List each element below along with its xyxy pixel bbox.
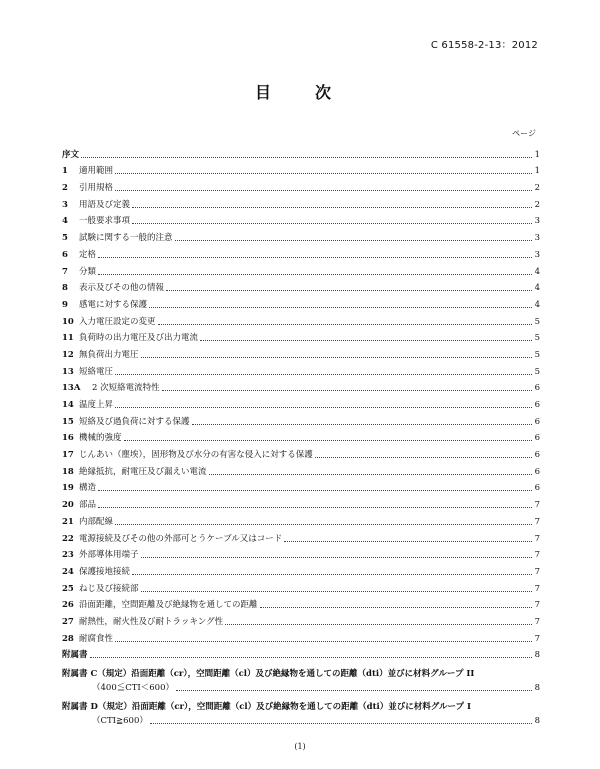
toc-entry-label: 附属書 D（規定）沿面距離（cr），空間距離（cl）及び絶縁物を通しての距離（dti）並びに材料グループ I xyxy=(62,702,471,713)
toc-entry-label: 表示及びその他の情報 xyxy=(79,283,165,294)
toc-entry-page: 8 xyxy=(534,683,540,694)
dot-leader xyxy=(98,274,532,275)
toc-entry[interactable] xyxy=(62,328,540,345)
toc-entry[interactable] xyxy=(62,411,540,428)
dot-leader xyxy=(115,524,532,525)
toc-entry-number: 4 xyxy=(62,216,68,227)
dot-leader xyxy=(115,173,532,174)
toc-entry-label: 短絡電圧 xyxy=(79,366,114,377)
toc-entry-page: 1 xyxy=(534,149,540,160)
dot-leader xyxy=(141,591,532,592)
dot-leader xyxy=(115,374,532,375)
toc-entry-label: 一般要求事項 xyxy=(79,216,131,227)
toc-entry-page: 4 xyxy=(534,299,540,310)
dot-leader xyxy=(141,357,532,358)
toc-entry-label: 沿面距離，空間距離及び絶縁物を通しての距離 xyxy=(79,600,258,611)
toc-entry-page: 2 xyxy=(534,183,540,194)
toc-entry-label: 内部配線 xyxy=(79,516,114,527)
toc-entry-number: 6 xyxy=(62,249,68,260)
toc-entry-label: 試験に関する一般的注意 xyxy=(79,233,173,244)
toc-entry-label: （400≦CTI＜600） xyxy=(92,683,174,694)
dot-leader xyxy=(209,474,532,475)
dot-leader xyxy=(81,157,532,158)
toc-entry[interactable] xyxy=(62,278,540,295)
toc-entry-label: 無負荷出力電圧 xyxy=(79,349,139,360)
toc-entry-number: 28 xyxy=(62,633,74,644)
toc-entry[interactable] xyxy=(62,578,540,595)
table-of-contents xyxy=(62,144,540,727)
dot-leader xyxy=(141,557,532,558)
toc-entry-page: 7 xyxy=(534,533,540,544)
dot-leader xyxy=(149,307,532,308)
toc-entry[interactable] xyxy=(62,511,540,528)
page-column-label: ページ xyxy=(512,129,536,138)
toc-entry-page: 5 xyxy=(534,366,540,377)
toc-entry-page: 7 xyxy=(534,516,540,527)
toc-entry-number: 24 xyxy=(62,566,74,577)
toc-entry-label: 機械的強度 xyxy=(79,433,122,444)
dot-leader xyxy=(166,290,532,291)
toc-entry-number: 18 xyxy=(62,466,74,477)
toc-entry-annex-c-cont xyxy=(62,680,540,694)
dot-leader xyxy=(132,207,532,208)
toc-entry-annex-d[interactable] xyxy=(62,694,540,713)
toc-entry-page: 6 xyxy=(534,400,540,410)
toc-entry[interactable] xyxy=(62,211,540,228)
toc-entry[interactable] xyxy=(62,645,540,662)
toc-entry-page: 4 xyxy=(534,266,540,277)
toc-entry-page: 1 xyxy=(534,166,540,177)
toc-entry-label: 序文 xyxy=(62,149,80,160)
toc-entry-page: 6 xyxy=(534,433,540,444)
toc-entry[interactable] xyxy=(62,478,540,495)
toc-entry-label: 附属書 C（規定）沿面距離（cr），空間距離（cl）及び絶縁物を通しての距離（dti）並びに材料グループ II xyxy=(62,669,475,680)
toc-entry-page: 7 xyxy=(534,633,540,644)
dot-leader xyxy=(115,190,532,191)
footer-page-number: (1) xyxy=(294,742,306,751)
toc-entry-number: 13 xyxy=(62,366,74,377)
toc-entry-label: 分類 xyxy=(79,266,97,277)
toc-entry-page: 6 xyxy=(534,483,540,494)
dot-leader xyxy=(315,457,532,458)
toc-entry-label: 負荷時の出力電圧及び出力電流 xyxy=(79,333,199,344)
toc-entry[interactable] xyxy=(62,394,540,411)
toc-entry-label: 保護接地接続 xyxy=(79,566,131,577)
dot-leader xyxy=(158,324,532,325)
dot-leader xyxy=(115,407,532,408)
toc-entry-number: 9 xyxy=(62,299,68,310)
toc-entry[interactable] xyxy=(62,494,540,511)
toc-entry-number: 1 xyxy=(62,166,68,177)
toc-entry-number: 17 xyxy=(62,450,74,461)
dot-leader xyxy=(200,340,532,341)
toc-entry-number: 11 xyxy=(62,333,74,344)
dot-leader xyxy=(124,440,532,441)
toc-entry-number: 12 xyxy=(62,349,74,360)
toc-entry[interactable] xyxy=(62,561,540,578)
toc-entry-page: 5 xyxy=(534,333,540,344)
toc-entry-page: 7 xyxy=(534,566,540,577)
toc-entry-page: 4 xyxy=(534,283,540,294)
toc-entry-label: 感電に対する保護 xyxy=(79,299,148,310)
toc-entry-page: 6 xyxy=(534,466,540,477)
dot-leader xyxy=(225,624,532,625)
toc-entry-number: 22 xyxy=(62,533,74,544)
toc-entry-page: 3 xyxy=(534,249,540,260)
toc-entry-label: 絶縁抵抗，耐電圧及び漏えい電流 xyxy=(79,466,207,477)
toc-entry-number: 23 xyxy=(62,550,74,561)
toc-entry-number: 25 xyxy=(62,583,74,594)
toc-entry-page: 6 xyxy=(534,383,540,394)
dot-leader xyxy=(132,223,532,224)
toc-entry[interactable] xyxy=(62,244,540,261)
toc-entry-number: 19 xyxy=(62,483,74,494)
toc-entry-page: 7 xyxy=(534,600,540,611)
toc-entry-number: 20 xyxy=(62,500,74,511)
toc-entry-label: じんあい（塵埃），固形物及び水分の有害な侵入に対する保護 xyxy=(79,450,313,461)
toc-entry-annex-d-cont xyxy=(62,713,540,727)
dot-leader xyxy=(115,641,532,642)
toc-entry-label: （CTI≧600） xyxy=(92,716,148,727)
toc-entry[interactable] xyxy=(62,311,540,328)
toc-entry-number: 3 xyxy=(62,199,68,210)
toc-entry-number: 15 xyxy=(62,416,74,427)
toc-entry-label: 温度上昇 xyxy=(79,400,114,410)
toc-entry-page: 5 xyxy=(534,316,540,327)
dot-leader xyxy=(284,541,532,542)
toc-entry-number: 16 xyxy=(62,433,74,444)
toc-entry-label: 短絡及び過負荷に対する保護 xyxy=(79,416,190,427)
toc-entry-number: 8 xyxy=(62,283,68,294)
toc-entry-page: 7 xyxy=(534,583,540,594)
toc-entry[interactable] xyxy=(62,528,540,545)
toc-entry-page: 3 xyxy=(534,216,540,227)
dot-leader xyxy=(98,507,532,508)
page-title: 目 次 xyxy=(254,83,345,102)
toc-entry-number: 26 xyxy=(62,600,74,611)
toc-entry-label: 定格 xyxy=(79,249,97,260)
toc-entry-number: 2 xyxy=(62,183,68,194)
toc-entry-number: 13A xyxy=(62,383,81,394)
toc-entry[interactable] xyxy=(62,461,540,478)
toc-entry-number: 7 xyxy=(62,266,68,277)
toc-entry-label: 引用規格 xyxy=(79,183,114,194)
toc-entry-label: 電源接続及びその他の外部可とうケーブル又はコード xyxy=(79,533,283,544)
dot-leader xyxy=(98,490,532,491)
dot-leader xyxy=(98,257,532,258)
toc-entry[interactable] xyxy=(62,227,540,244)
toc-entry-page: 3 xyxy=(534,233,540,244)
toc-entry-label: 外部導体用端子 xyxy=(79,550,139,561)
toc-entry-label: 部品 xyxy=(79,500,97,511)
toc-entry[interactable] xyxy=(62,161,540,178)
toc-entry-number: 21 xyxy=(62,516,74,527)
dot-leader xyxy=(260,607,532,608)
toc-entry[interactable] xyxy=(62,194,540,211)
toc-entry[interactable] xyxy=(62,428,540,445)
dot-leader xyxy=(162,390,532,391)
dot-leader xyxy=(192,424,532,425)
toc-entry[interactable] xyxy=(62,611,540,628)
toc-entry-page: 6 xyxy=(534,416,540,427)
toc-entry-label: 入力電圧設定の変更 xyxy=(79,316,156,327)
toc-entry[interactable] xyxy=(62,177,540,194)
toc-entry[interactable] xyxy=(62,294,540,311)
toc-entry[interactable] xyxy=(62,361,540,378)
toc-entry-label: 耐腐食性 xyxy=(79,633,114,644)
toc-entry-number: 5 xyxy=(62,233,68,244)
toc-entry-label: 附属書 xyxy=(62,650,88,661)
toc-entry-number: 14 xyxy=(62,400,74,410)
dot-leader xyxy=(150,723,532,724)
toc-entry-label: ねじ及び接続部 xyxy=(79,583,139,594)
toc-entry-page: 2 xyxy=(534,199,540,210)
toc-entry[interactable] xyxy=(62,444,540,461)
toc-entry-number: 27 xyxy=(62,616,74,627)
toc-entry-label: 耐熱性，耐火性及び耐トラッキング性 xyxy=(79,616,224,627)
dot-leader xyxy=(132,574,532,575)
toc-entry[interactable] xyxy=(62,595,540,612)
toc-entry[interactable] xyxy=(62,628,540,645)
toc-entry[interactable] xyxy=(62,378,540,395)
toc-entry-page: 7 xyxy=(534,616,540,627)
toc-entry[interactable] xyxy=(62,144,540,161)
dot-leader xyxy=(176,690,532,691)
toc-entry-number: 10 xyxy=(62,316,74,327)
toc-entry-page: 7 xyxy=(534,550,540,561)
toc-entry-page: 6 xyxy=(534,450,540,461)
toc-entry-label: 構造 xyxy=(79,483,97,494)
toc-entry-page: 8 xyxy=(534,650,540,661)
toc-entry-page: 8 xyxy=(534,716,540,727)
standard-code: C 61558-2-13：2012 xyxy=(430,40,538,51)
toc-entry[interactable] xyxy=(62,261,540,278)
toc-entry-label: 2 次短絡電流特性 xyxy=(92,383,160,394)
toc-entry[interactable] xyxy=(62,344,540,361)
dot-leader xyxy=(175,240,532,241)
toc-entry-page: 7 xyxy=(534,500,540,511)
toc-entry[interactable] xyxy=(62,545,540,562)
toc-entry-page: 5 xyxy=(534,349,540,360)
dot-leader xyxy=(90,657,532,658)
toc-entry-label: 用語及び定義 xyxy=(79,199,131,210)
toc-entry-annex-c[interactable] xyxy=(62,661,540,680)
toc-entry-label: 適用範囲 xyxy=(79,166,114,177)
